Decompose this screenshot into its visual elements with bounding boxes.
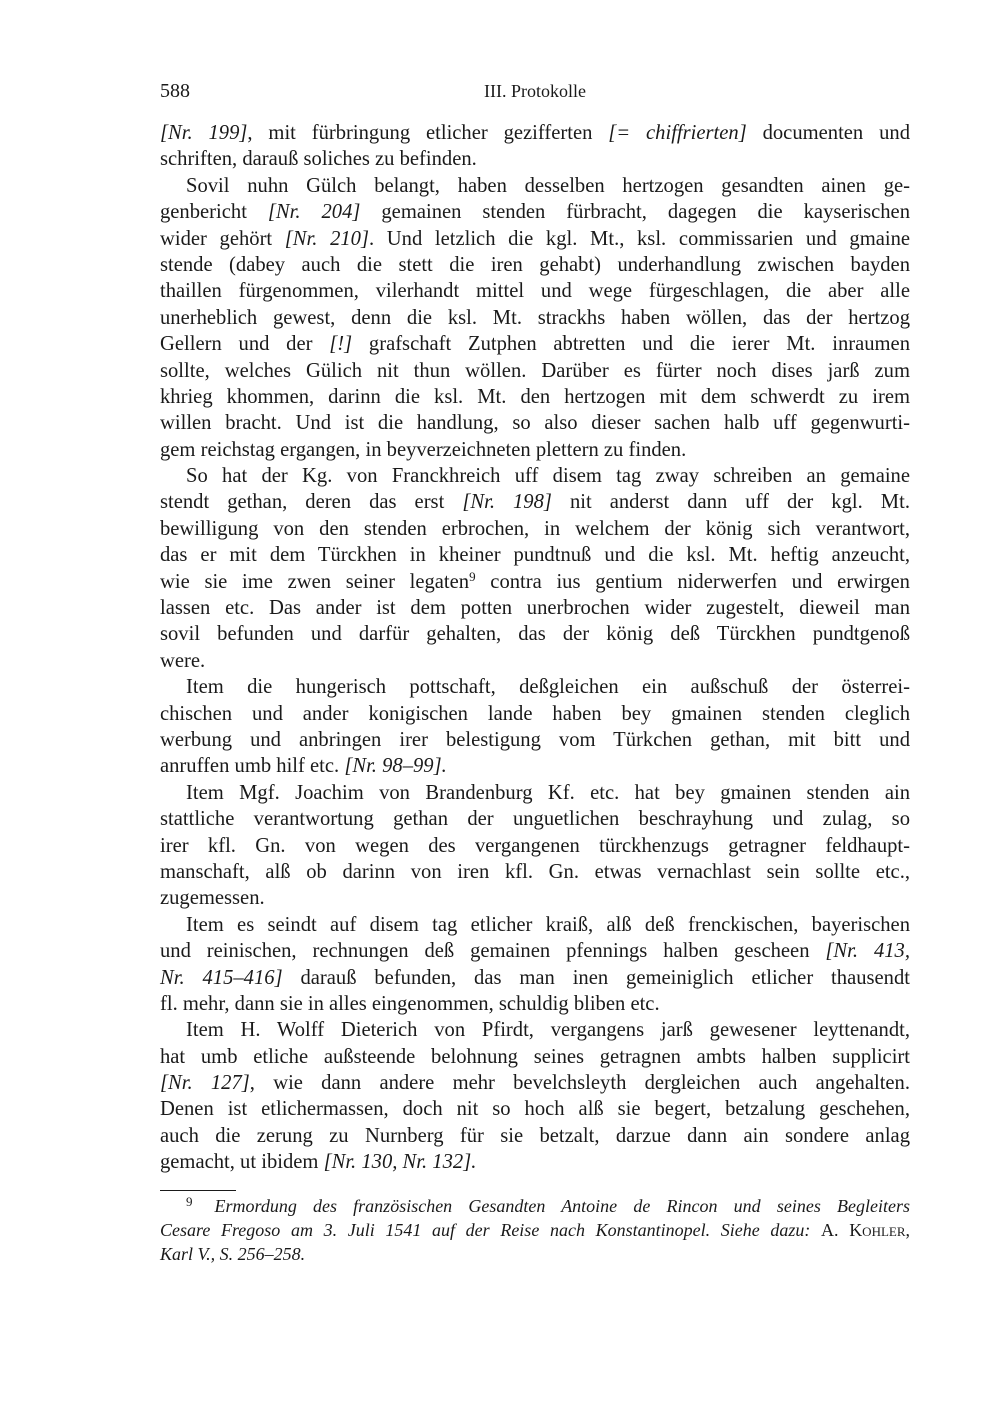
text-run: genbericht: [160, 201, 268, 224]
text-line: [160, 437, 910, 463]
text-run: manschaft, alß ob darinn von iren kfl. Gn. etwas vernachlast sein sollte etc.,: [160, 860, 910, 883]
text-run: willen bracht. Und ist die handlung, so also dieser sachen halb uff gegenwurti-: [160, 412, 910, 435]
text-line: [160, 305, 910, 331]
text-run: Cesare Fregoso am 3. Juli 1541 auf der Reise nach Konstantinopel. Siehe dazu:: [160, 1220, 822, 1240]
text-run: unerheblich gewest, denn die ksl. Mt. strackhs haben wöllen, das der hertzog: [160, 306, 910, 329]
line-content: [160, 360, 910, 382]
text-run: und reinischen, rechnungen deß gemainen pfennings halben gescheen: [160, 940, 826, 963]
line-content: [160, 940, 910, 962]
editorial-reference: [Nr. 198]: [462, 491, 552, 514]
text-run: were.: [160, 649, 206, 672]
footnote-line-content: [160, 1220, 910, 1240]
editorial-reference: [Nr. 127]: [160, 1072, 250, 1095]
text-line: [160, 569, 910, 595]
text-line: [160, 621, 910, 647]
text-line: [160, 384, 910, 410]
line-content: [160, 835, 910, 857]
line-content: [160, 228, 910, 250]
line-content: [160, 1072, 910, 1094]
line-content: [160, 1125, 910, 1147]
text-run: Item die hungerisch pottschaft, deßgleichen ein außschuß der österrei-: [186, 676, 910, 699]
text-run: irer kfl. Gn. von wegen des vergangenen türckhenzugs getragner feldhaupt-: [160, 834, 910, 857]
line-content: [160, 861, 910, 883]
line-content: [160, 544, 910, 566]
text-line: [160, 648, 910, 674]
text-line: [160, 1096, 910, 1122]
text-line: [160, 859, 910, 885]
text-line: [160, 331, 910, 357]
text-run: bewilligung von den stenden erbrochen, in welchem der könig sich verantwort,: [160, 517, 910, 540]
text-run: das er mit dem Türckhen in kheiner pundtnuß und die ksl. Mt. heftig anzeucht,: [160, 544, 910, 567]
line-content: [160, 703, 910, 725]
text-line: [160, 701, 910, 727]
text-run: Karl V., S. 256–258.: [160, 1244, 306, 1264]
text-run: wie sie ime zwen seiner legaten: [160, 570, 470, 593]
text-run: , wie dann andere mehr bevelchsleyth dergleichen auch angehalten.: [249, 1072, 910, 1095]
text-run: anruffen umb hilf etc.: [160, 755, 345, 778]
text-line: [160, 146, 910, 172]
text-run: thaillen fürgenommen, vilerhandt mittel und wege fürgeschlagen, die aber alle: [160, 280, 910, 303]
text-run: darauß befunden, das man inen gemeiniglich etlicher thausendt: [282, 966, 910, 989]
line-content: [186, 914, 910, 936]
line-content: [160, 993, 660, 1015]
footnote-line-content: [160, 1244, 305, 1264]
text-run: stende (dabey auch die stett die iren gehabt) underhandlung zwischen bayden: [160, 253, 910, 276]
editorial-reference: [Nr. 98–99].: [344, 755, 447, 778]
line-content: [160, 122, 910, 144]
text-line: [160, 1017, 910, 1043]
line-content: [160, 280, 910, 302]
line-content: [160, 568, 910, 593]
text-run: stattliche verantwortung gethan der unguetlichen beschrayhung und zulag, so: [160, 808, 910, 831]
footnote-reference[interactable]: 9: [469, 568, 476, 584]
text-line: [160, 278, 910, 304]
footnote-number: 9: [186, 1194, 193, 1209]
text-run: wider gehört: [160, 227, 285, 250]
text-line: [160, 542, 910, 568]
text-line: [160, 727, 910, 753]
text-run: sovil befunden und darfür gehalten, das der könig deß Türckhen pundtgenoß: [160, 623, 910, 646]
text-line: [160, 806, 910, 832]
editorial-reference: [Nr. 199]: [160, 122, 248, 144]
page-number: 588: [160, 80, 190, 102]
running-head: [160, 80, 910, 106]
text-run: gemainen stenden fürbracht, dagegen die kayserischen: [360, 201, 910, 224]
editorial-reference: [!]: [329, 333, 353, 356]
editorial-reference: [Nr. 130, Nr. 132].: [323, 1151, 477, 1174]
editorial-reference: [Nr. 210]: [284, 227, 369, 250]
line-content: [160, 148, 477, 170]
line-content: [160, 729, 910, 751]
text-run: sollte, welches Gülich nit thun wöllen. Darüber es fürter noch dises jarß zum: [160, 359, 910, 382]
text-line: [160, 199, 910, 225]
text-run: Denen ist etlichermassen, doch nit so hoch alß sie begert, betzalung geschehen,: [160, 1098, 910, 1121]
text-line: [160, 912, 910, 938]
editorial-reference: [Nr. 204]: [267, 201, 361, 224]
text-run: documenten und: [746, 122, 910, 144]
text-line: [160, 516, 910, 542]
text-run: Item Mgf. Joachim von Brandenburg Kf. etc. hat bey gmainen stenden ain: [186, 781, 910, 804]
line-content: [160, 491, 910, 513]
line-content: [186, 175, 910, 197]
section-title: III. Protokolle: [484, 81, 586, 101]
line-content: [186, 676, 910, 698]
text-line: [160, 674, 910, 700]
line-content: [160, 1098, 910, 1120]
line-content: [160, 623, 910, 645]
text-line: [160, 1044, 910, 1070]
text-run: . Und letzlich die kgl. Mt., ksl. commissarien und gmaine: [368, 227, 911, 250]
text-run: lassen etc. Das ander ist dem potten unerbrochen wider zugestelt, dieweil man: [160, 597, 910, 620]
text-run: Ermordung des französischen Gesandten Antoine de Rincon und seines Begleiters: [214, 1196, 910, 1216]
line-content: [160, 650, 205, 672]
line-content: [160, 518, 910, 540]
line-content: [160, 1046, 910, 1068]
text-line: [160, 120, 910, 146]
text-run: Item es seindt auf disem tag etlicher kraiß, alß deß frenckischen, bayerischen: [186, 913, 910, 936]
editorial-reference: [= chiffrierten]: [608, 122, 747, 144]
line-content: [186, 782, 910, 804]
text-run: khrieg khommen, darinn die ksl. Mt. den hertzogen mit dem schwerdt zu irem: [160, 385, 910, 408]
line-content: [160, 967, 910, 989]
text-run: zugemessen.: [160, 887, 265, 910]
line-content: [160, 1151, 476, 1173]
text-run: hat umb etliche außsteende belohnung seines getragnen ambts halben supplicirt: [160, 1045, 910, 1068]
line-content: [160, 439, 686, 461]
line-content: [160, 307, 910, 329]
editorial-reference: Nr. 415–416]: [160, 966, 283, 989]
line-content: [160, 254, 910, 276]
text-line: [160, 885, 910, 911]
footnote-line: [160, 1194, 910, 1218]
text-run: gem reichstag ergangen, in beyverzeichneten plettern zu finden.: [160, 438, 687, 461]
editorial-reference: [Nr. 413,: [825, 940, 910, 963]
text-run: Sovil nuhn Gülch belangt, haben desselben hertzogen gesandten ainen ge-: [186, 174, 910, 197]
text-run: grafschaft Zutphen abtretten und die ierer Mt. inraumen: [352, 333, 910, 356]
text-line: [160, 1149, 910, 1175]
text-line: [160, 753, 910, 779]
line-content: [160, 201, 910, 223]
text-run: Gellern und der: [160, 333, 330, 356]
text-run: nit anderst dann uff der kgl. Mt.: [551, 491, 910, 514]
text-run: auch die zerung zu Nurnberg für sie betzalt, darzue dann ain sondere anlag: [160, 1124, 910, 1147]
line-content: [160, 808, 910, 830]
line-content: [160, 386, 910, 408]
line-content: [160, 887, 265, 909]
text-line: [160, 410, 910, 436]
footnote-line: [160, 1218, 910, 1242]
text-line: [160, 595, 910, 621]
text-line: [160, 358, 910, 384]
text-line: [160, 226, 910, 252]
line-content: [160, 412, 910, 434]
text-run: werbung und anbringen irer belestigung vom Türkchen gethan, mit bitt und: [160, 728, 910, 751]
text-line: [160, 833, 910, 859]
text-run: contra ius gentium niderwerfen und erwirgen: [475, 570, 910, 593]
text-run: chischen und ander konigischen lande haben bey gmainen stenden cleglich: [160, 702, 910, 725]
author-name: Kohler: [849, 1220, 906, 1240]
line-content: [160, 755, 447, 777]
text-run: ,: [905, 1220, 911, 1240]
footnote-separator: [160, 1190, 236, 1191]
line-content: [186, 1019, 910, 1041]
text-line: [160, 991, 910, 1017]
text-run: A.: [821, 1220, 850, 1240]
body-text: [160, 120, 910, 1176]
footnote-line: [160, 1242, 910, 1266]
text-line: [160, 173, 910, 199]
text-line: [160, 489, 910, 515]
text-run: Item H. Wolff Dieterich von Pfirdt, vergangens jarß gewesener leyttenandt,: [186, 1019, 910, 1042]
text-line: [160, 938, 910, 964]
line-content: [160, 597, 910, 619]
footnote-line-content: [160, 1196, 910, 1216]
text-run: schriften, darauß soliches zu befinden.: [160, 148, 477, 171]
text-line: [160, 252, 910, 278]
line-content: [186, 465, 910, 487]
text-run: stendt gethan, deren das erst: [160, 491, 463, 514]
text-line: [160, 780, 910, 806]
text-line: [160, 1070, 910, 1096]
text-line: [160, 463, 910, 489]
text-line: [160, 1123, 910, 1149]
text-run: , mit fürbringung etlicher gezifferten: [247, 122, 609, 144]
text-run: gemacht, ut ibidem: [160, 1151, 324, 1174]
text-line: [160, 965, 910, 991]
text-run: So hat der Kg. von Franckhreich uff disem tag zway schreiben an gemaine: [186, 465, 910, 488]
line-content: [160, 333, 910, 355]
footnotes: [160, 1194, 910, 1266]
text-run: fl. mehr, dann sie in alles eingenommen, schuldig bliben etc.: [160, 992, 660, 1015]
